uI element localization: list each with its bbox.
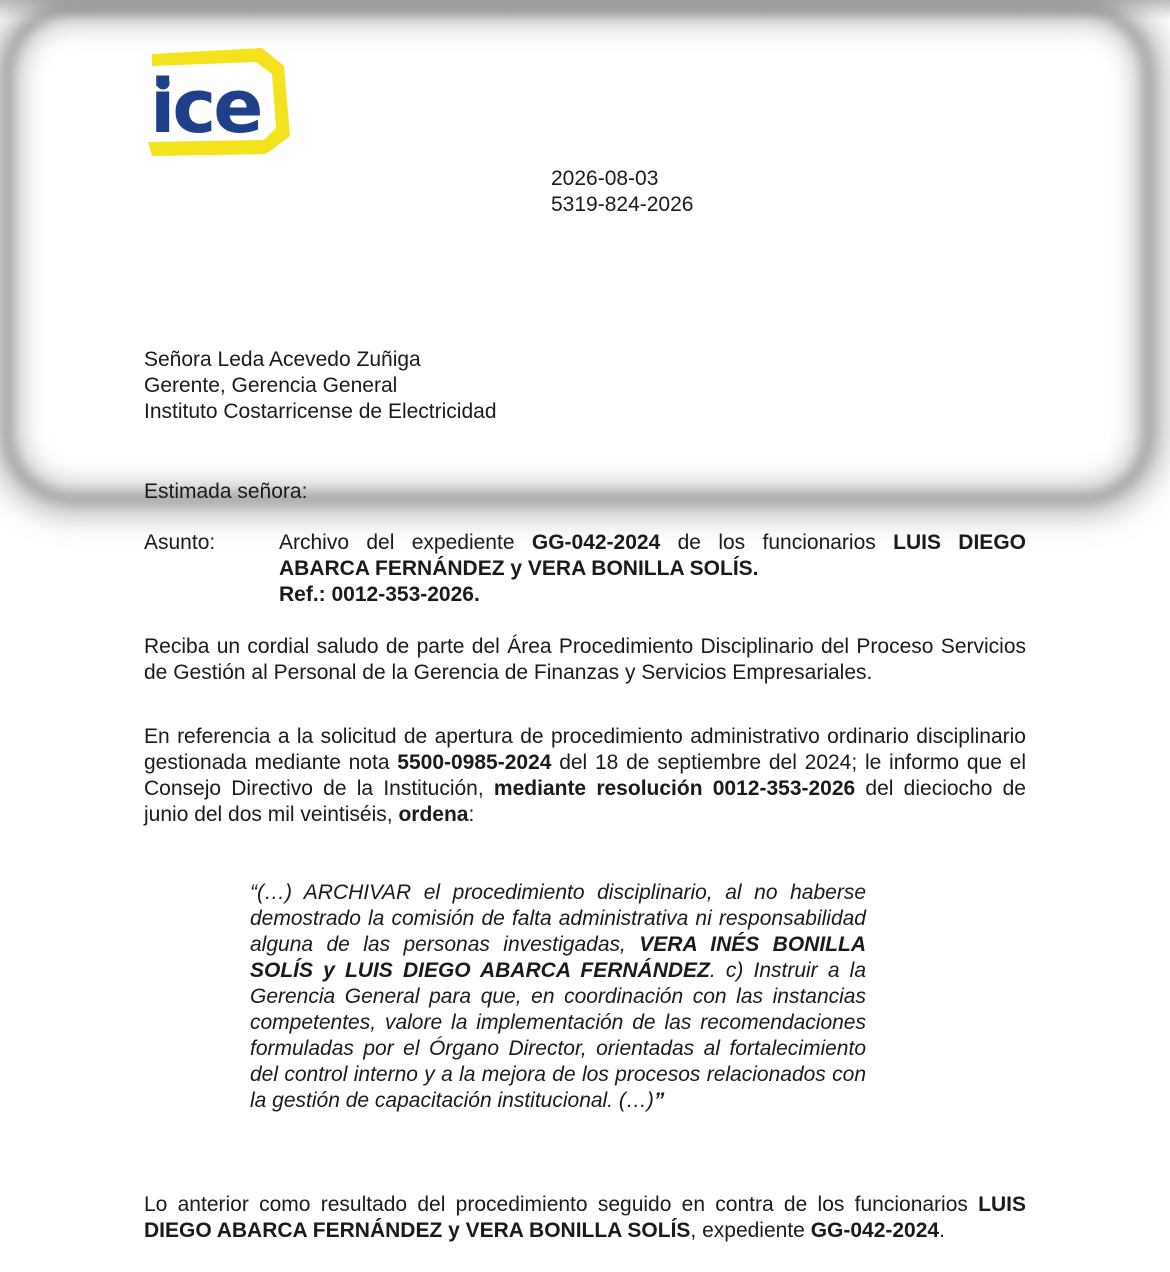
paragraph-text: Lo anterior como resultado del procedimiento seguido en contra de los funcionarios — [144, 1193, 979, 1216]
quote-close-mark: ” — [653, 1089, 665, 1112]
conclusion-file-number: GG-042-2024 — [810, 1219, 940, 1242]
paragraph-text: del dieciocho de junio del dos mil veintiséis, — [144, 777, 1026, 826]
quote-names: VERA INÉS BONILLA SOLÍS y LUIS DIEGO ABARCA FERNÁNDEZ — [250, 933, 866, 982]
ice-logo — [144, 44, 294, 164]
scan-top-shadow — [0, 0, 1170, 20]
resolution-quote — [250, 880, 866, 1114]
greeting: Estimada señora: — [144, 480, 308, 503]
subject-text — [279, 530, 1026, 608]
addressee-institution: Instituto Costarricense de Electricidad — [144, 400, 497, 423]
resolution-number: mediante resolución 0012-353-2026 — [493, 777, 856, 800]
paragraph-reference — [144, 724, 1026, 828]
subject-label: Asunto: — [144, 531, 216, 554]
paragraph-text: , expediente — [690, 1219, 811, 1242]
paragraph-text: . — [939, 1219, 945, 1242]
subject-text-part: Archivo del expediente — [279, 531, 532, 554]
subject-ref: Ref.: 0012-353-2026. — [279, 583, 480, 606]
subject-employees: LUIS DIEGO ABARCA FERNÁNDEZ y VERA BONILLA SOLÍS. — [279, 531, 1026, 580]
paragraph-text: : — [468, 803, 475, 826]
paragraph-intro: Reciba un cordial saludo de parte del Área Procedimiento Disciplinario del Proceso Servicios de Gestión al Personal de la Gerencia de Finanzas y Servicios Empresariales. — [144, 635, 1026, 684]
letter-date: 2026-08-03 — [551, 167, 659, 190]
quote-text: “(…) ARCHIVAR el procedimiento disciplinario, al no haberse demostrado la comisión de falta administrativa ni responsabilidad alguna de las personas investigadas, — [250, 881, 866, 956]
conclusion-employees: LUIS DIEGO ABARCA FERNÁNDEZ y VERA BONILLA SOLÍS — [144, 1193, 1026, 1242]
orders-word: ordena — [398, 803, 469, 826]
paragraph-text: del 18 de septiembre del 2024; le informo que el Consejo Directivo de la Institución, — [144, 751, 1026, 800]
logo-wordmark: ice — [150, 64, 261, 150]
addressee-position: Gerente, Gerencia General — [144, 374, 398, 397]
letter-reference: 5319-824-2026 — [551, 193, 694, 216]
paragraph-conclusion — [144, 1192, 1026, 1244]
note-number: 5500-0985-2024 — [397, 751, 552, 774]
subject-text-part: de los funcionarios — [660, 531, 894, 554]
quote-text: . c) Instruir a la Gerencia General para que, en coordinación con las instancias competentes, valore la implementación de las recomendaciones formuladas por el Órgano Director, orientadas al fortalecimiento del control interno y a la mejora de los procesos relacionados con la gestión de capacitación institucional. (…) — [250, 959, 866, 1112]
subject-file-number: GG-042-2024 — [531, 531, 661, 554]
addressee-name: Señora Leda Acevedo Zuñiga — [144, 348, 421, 371]
paragraph-text: En referencia a la solicitud de apertura de procedimiento administrativo ordinario disciplinario gestionada mediante nota — [144, 725, 1026, 774]
addressee-block — [144, 347, 497, 425]
letter-meta — [551, 166, 693, 218]
